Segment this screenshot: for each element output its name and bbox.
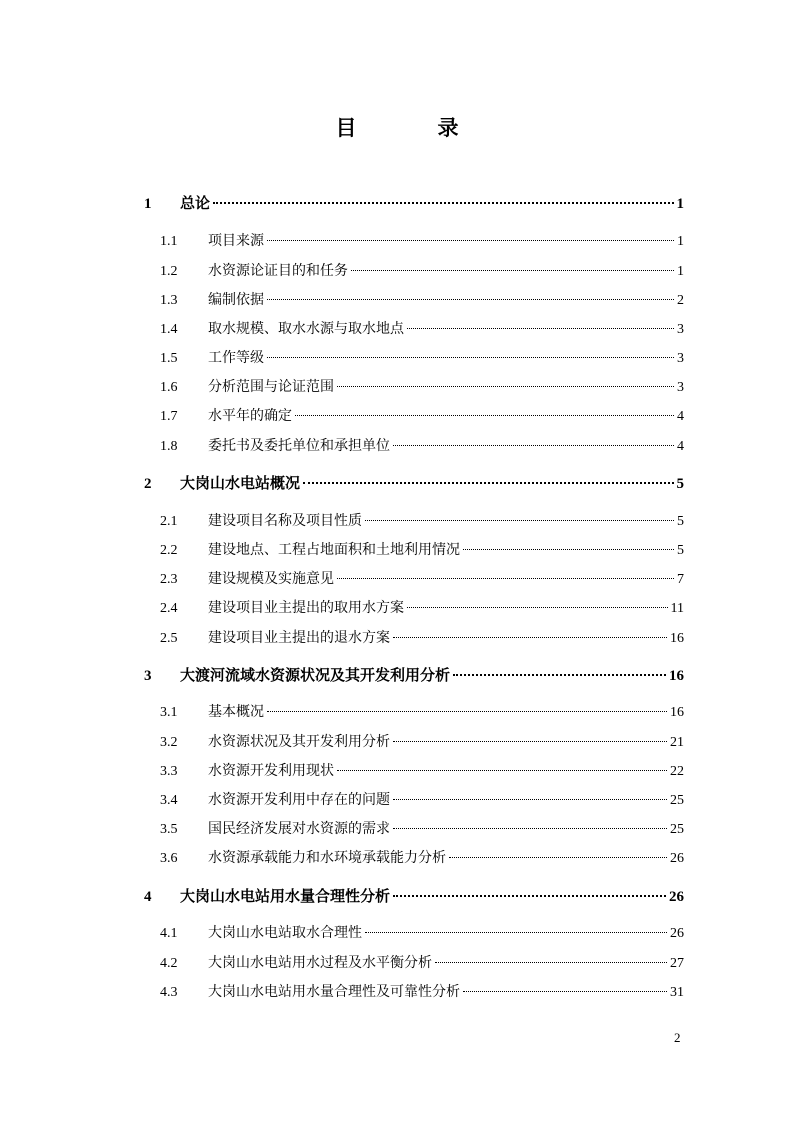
toc-entry-label: 水资源开发利用中存在的问题 xyxy=(208,792,390,808)
toc-entry-number: 3.2 xyxy=(160,735,178,750)
toc-entry-page: 26 xyxy=(670,926,684,941)
page-title: 目 录 xyxy=(335,115,489,140)
toc-section-entry[interactable] xyxy=(160,318,684,338)
toc-dot-leader xyxy=(267,240,674,241)
toc-chapter-entry[interactable] xyxy=(144,192,684,213)
toc-section-entry[interactable] xyxy=(160,260,684,280)
toc-entry-page: 5 xyxy=(677,543,684,558)
toc-dot-leader xyxy=(449,857,667,858)
toc-entry-page: 26 xyxy=(670,851,684,866)
toc-entry-number: 4.1 xyxy=(160,926,178,941)
toc-section-entry[interactable] xyxy=(160,347,684,367)
toc-entry-number: 1.2 xyxy=(160,264,178,279)
toc-dot-leader xyxy=(393,895,666,897)
toc-chapter-entry[interactable] xyxy=(144,885,684,906)
toc-dot-leader xyxy=(453,674,666,676)
toc-section-entry[interactable] xyxy=(160,789,684,809)
toc-entry-number: 1.3 xyxy=(160,293,178,308)
toc-entry-page: 25 xyxy=(670,822,684,837)
toc-entry-page: 26 xyxy=(669,889,684,905)
toc-entry-number: 4.2 xyxy=(160,956,178,971)
toc-entry-label: 水资源论证目的和任务 xyxy=(208,263,348,279)
toc-entry-number: 2.1 xyxy=(160,514,178,529)
toc-entry-label: 水平年的确定 xyxy=(208,408,292,424)
toc-dot-leader xyxy=(337,578,674,579)
toc-entry-label: 水资源承载能力和水环境承载能力分析 xyxy=(208,850,446,866)
toc-entry-label: 工作等级 xyxy=(208,350,264,366)
toc-section-entry[interactable] xyxy=(160,847,684,867)
toc-chapter-entry[interactable] xyxy=(144,472,684,493)
toc-entry-number: 1.6 xyxy=(160,380,178,395)
toc-dot-leader xyxy=(393,828,667,829)
toc-entry-number: 3.3 xyxy=(160,764,178,779)
toc-entry-number: 4.3 xyxy=(160,985,178,1000)
toc-entry-page: 5 xyxy=(676,476,684,492)
toc-entry-label: 大渡河流域水资源状况及其开发利用分析 xyxy=(180,666,451,684)
toc-entry-number: 3.1 xyxy=(160,705,178,720)
toc-entry-label: 项目来源 xyxy=(208,233,264,249)
toc-entry-label: 建设项目业主提出的退水方案 xyxy=(208,630,390,646)
toc-entry-page: 11 xyxy=(670,601,684,616)
toc-entry-page: 25 xyxy=(670,793,684,808)
toc-entry-page: 16 xyxy=(670,705,684,720)
toc-section-entry[interactable] xyxy=(160,435,684,455)
toc-entry-page: 2 xyxy=(677,293,684,308)
toc-entry-page: 5 xyxy=(677,514,684,529)
toc-dot-leader xyxy=(393,445,674,446)
toc-dot-leader xyxy=(351,270,674,271)
page-number: 2 xyxy=(674,1030,681,1045)
toc-section-entry[interactable] xyxy=(160,597,684,617)
toc-entry-page: 27 xyxy=(670,956,684,971)
toc-section-entry[interactable] xyxy=(160,818,684,838)
toc-dot-leader xyxy=(407,607,668,608)
toc-entry-page: 21 xyxy=(670,735,684,750)
toc-entry-page: 3 xyxy=(677,380,684,395)
toc-entry-label: 取水规模、取水水源与取水地点 xyxy=(208,321,404,337)
toc-section-entry[interactable] xyxy=(160,627,684,647)
toc-entry-page: 4 xyxy=(677,409,684,424)
toc-entry-label: 建设项目业主提出的取用水方案 xyxy=(208,600,404,616)
toc-dot-leader xyxy=(267,299,674,300)
toc-dot-leader xyxy=(213,202,673,204)
toc-entry-number: 1.8 xyxy=(160,439,178,454)
toc-entry-page: 3 xyxy=(677,322,684,337)
toc-entry-label: 建设项目名称及项目性质 xyxy=(208,513,362,529)
toc-entry-label: 编制依据 xyxy=(208,292,264,308)
toc-dot-leader xyxy=(407,328,674,329)
toc-section-entry[interactable] xyxy=(160,922,684,942)
toc-dot-leader xyxy=(463,549,674,550)
toc-section-entry[interactable] xyxy=(160,731,684,751)
toc-entry-label: 水资源开发利用现状 xyxy=(208,763,334,779)
toc-dot-leader xyxy=(303,482,673,484)
toc-entry-number: 3.6 xyxy=(160,851,178,866)
toc-entry-number: 1.7 xyxy=(160,409,178,424)
toc-entry-number: 4 xyxy=(144,889,152,905)
toc-section-entry[interactable] xyxy=(160,539,684,559)
toc-dot-leader xyxy=(393,741,667,742)
toc-dot-leader xyxy=(295,415,674,416)
toc-entry-page: 1 xyxy=(677,234,684,249)
toc-entry-number: 1.4 xyxy=(160,322,178,337)
toc-dot-leader xyxy=(267,357,674,358)
toc-entry-page: 16 xyxy=(669,668,684,684)
toc-section-entry[interactable] xyxy=(160,760,684,780)
toc-section-entry[interactable] xyxy=(160,230,684,250)
toc-entry-page: 4 xyxy=(677,439,684,454)
toc-entry-page: 22 xyxy=(670,764,684,779)
toc-dot-leader xyxy=(337,770,667,771)
toc-section-entry[interactable] xyxy=(160,376,684,396)
toc-entry-number: 2.3 xyxy=(160,572,178,587)
toc-dot-leader xyxy=(463,991,667,992)
toc-entry-label: 大岗山水电站用水量合理性分析 xyxy=(180,887,391,905)
toc-entry-label: 基本概况 xyxy=(208,704,264,720)
toc-entry-number: 3.5 xyxy=(160,822,178,837)
toc-entry-number: 2 xyxy=(144,476,152,492)
toc-dot-leader xyxy=(393,799,667,800)
toc-entry-number: 2.5 xyxy=(160,631,178,646)
toc-entry-number: 2.4 xyxy=(160,601,178,616)
toc-dot-leader xyxy=(365,932,667,933)
toc-entry-number: 1.1 xyxy=(160,234,178,249)
toc-section-entry[interactable] xyxy=(160,289,684,309)
toc-entry-label: 大岗山水电站用水过程及水平衡分析 xyxy=(208,955,432,971)
toc-entry-number: 3 xyxy=(144,668,152,684)
toc-dot-leader xyxy=(435,962,667,963)
toc-section-entry[interactable] xyxy=(160,952,684,972)
toc-dot-leader xyxy=(337,386,674,387)
toc-entry-page: 31 xyxy=(670,985,684,1000)
toc-entry-number: 1.5 xyxy=(160,351,178,366)
toc-entry-label: 大岗山水电站取水合理性 xyxy=(208,925,362,941)
toc-entry-label: 委托书及委托单位和承担单位 xyxy=(208,438,390,454)
toc-entry-label: 大岗山水电站概况 xyxy=(180,474,301,492)
toc-section-entry[interactable] xyxy=(160,405,684,425)
toc-entry-label: 分析范围与论证范围 xyxy=(208,379,334,395)
toc-section-entry[interactable] xyxy=(160,510,684,530)
toc-entry-page: 7 xyxy=(677,572,684,587)
toc-entry-label: 建设地点、工程占地面积和土地利用情况 xyxy=(208,542,460,558)
toc-entry-number: 3.4 xyxy=(160,793,178,808)
toc-entry-page: 1 xyxy=(676,196,684,212)
toc-section-entry[interactable] xyxy=(160,981,684,1001)
toc-entry-label: 总论 xyxy=(180,194,211,212)
toc-chapter-entry[interactable] xyxy=(144,664,684,685)
toc-entry-label: 大岗山水电站用水量合理性及可靠性分析 xyxy=(208,984,460,1000)
toc-section-entry[interactable] xyxy=(160,701,684,721)
toc-dot-leader xyxy=(365,520,674,521)
toc-entry-page: 3 xyxy=(677,351,684,366)
toc-dot-leader xyxy=(393,637,667,638)
toc-entry-number: 2.2 xyxy=(160,543,178,558)
toc-entry-label: 水资源状况及其开发利用分析 xyxy=(208,734,390,750)
toc-entry-page: 1 xyxy=(677,264,684,279)
toc-section-entry[interactable] xyxy=(160,568,684,588)
toc-entry-number: 1 xyxy=(144,196,152,212)
toc-entry-label: 建设规模及实施意见 xyxy=(208,571,334,587)
toc-entry-label: 国民经济发展对水资源的需求 xyxy=(208,821,390,837)
toc-entry-page: 16 xyxy=(670,631,684,646)
toc-dot-leader xyxy=(267,711,667,712)
